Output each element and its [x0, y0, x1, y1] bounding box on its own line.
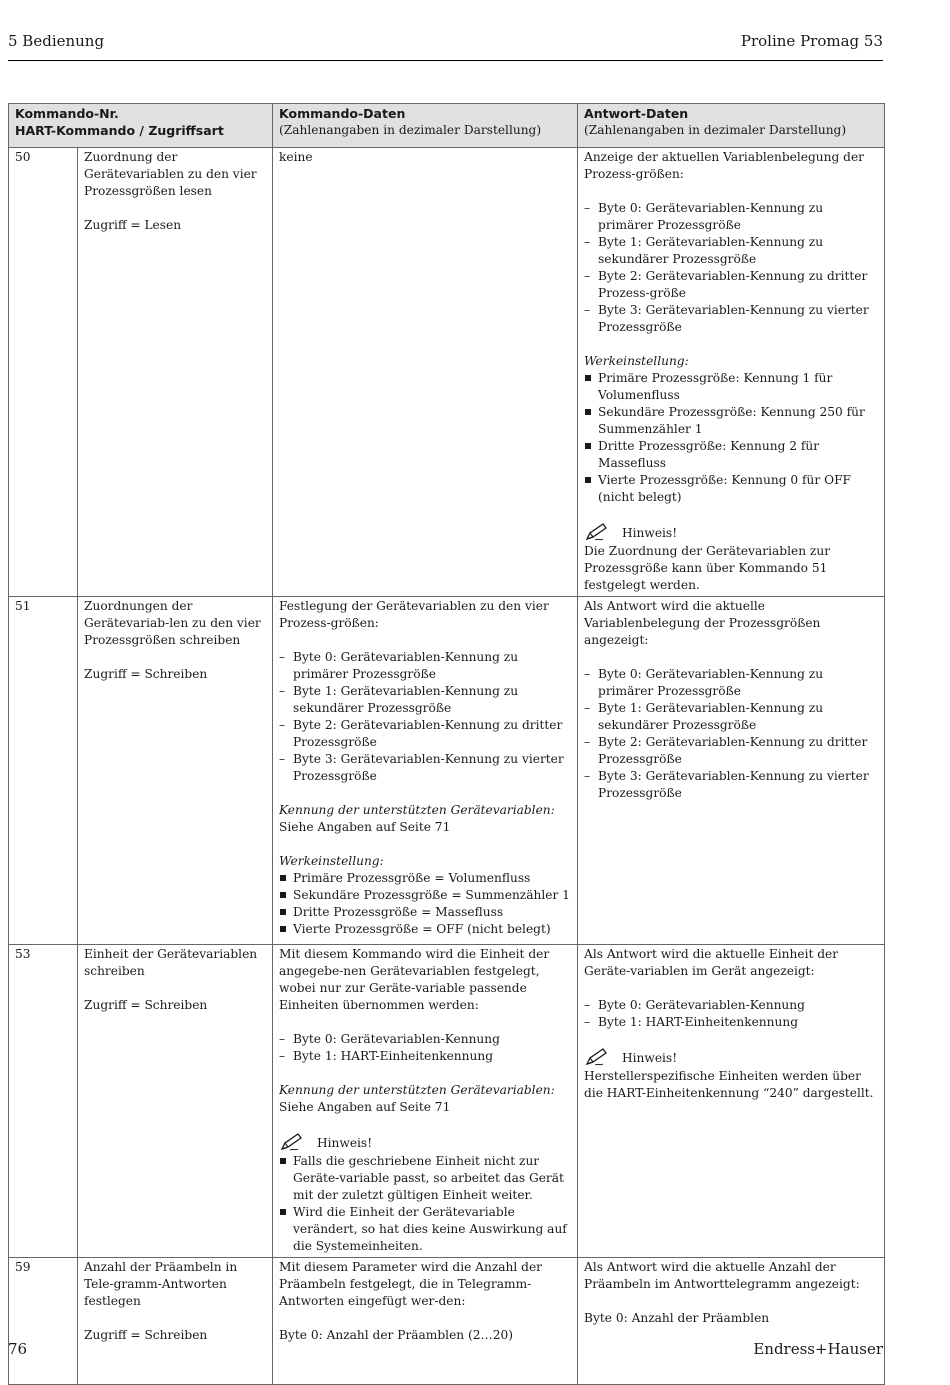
brand-logo: Endress+Hauser — [753, 1340, 883, 1358]
list-item: – Byte 1: HART-Einheitenkennung — [584, 1014, 878, 1031]
list-item: – Byte 0: Gerätevariablen-Kennung — [279, 1031, 571, 1048]
column-header-command-access: HART-Kommando / Zugriffsart — [15, 123, 224, 138]
list-item: Primäre Prozessgröße: Kennung 1 für Volumenfluss — [584, 370, 878, 404]
supported-variables-label: Kennung der unterstützten Gerätevariablen: — [279, 803, 555, 817]
command-byte-list — [279, 649, 571, 785]
answer-intro: Anzeige der aktuellen Variablenbelegung der Prozess-größen: — [584, 150, 864, 181]
column-header-command — [9, 104, 273, 148]
list-item: Sekundäre Prozessgröße = Summenzähler 1 — [279, 887, 571, 904]
answer-data-cell — [578, 148, 885, 597]
list-item: – Byte 3: Gerätevariablen-Kennung zu vierter Prozessgröße — [584, 768, 878, 802]
command-data-cell — [273, 945, 578, 1258]
command-access: Zugriff = Schreiben — [84, 998, 208, 1012]
note-text: Herstellerspezifische Einheiten werden über die HART-Einheitenkennung “240” dargestellt. — [584, 1069, 874, 1100]
list-item: Sekundäre Prozessgröße: Kennung 250 für Summenzähler 1 — [584, 404, 878, 438]
note-text: Die Zuordnung der Gerätevariablen zur Prozessgröße kann über Kommando 51 festgelegt werden. — [584, 544, 831, 592]
command-number: 59 — [9, 1258, 78, 1385]
answer-data-cell — [578, 597, 885, 945]
command-data-cell — [273, 148, 578, 597]
command-data-intro: Mit diesem Parameter wird die Anzahl der Präambeln festgelegt, die in Telegramm-Antworten eingefügt wer-den: — [279, 1260, 542, 1308]
command-number: 50 — [9, 148, 78, 597]
column-header-answer-data — [578, 104, 885, 148]
supported-variables-reference: Siehe Angaben auf Seite 71 — [279, 1100, 451, 1114]
list-item: – Byte 2: Gerätevariablen-Kennung zu dritter Prozessgröße — [279, 717, 571, 751]
command-description-cell — [78, 148, 273, 597]
page-number: 76 — [8, 1340, 28, 1358]
list-item: Wird die Einheit der Gerätevariable verändert, so hat dies keine Auswirkung auf die Systemeinheiten. — [279, 1204, 571, 1255]
command-description-cell — [78, 945, 273, 1258]
note-label: Hinweis! — [622, 526, 678, 540]
list-item: – Byte 1: Gerätevariablen-Kennung zu sekundärer Prozessgröße — [584, 700, 878, 734]
list-item: – Byte 1: Gerätevariablen-Kennung zu sekundärer Prozessgröße — [279, 683, 571, 717]
list-item: – Byte 1: Gerätevariablen-Kennung zu sekundärer Prozessgröße — [584, 234, 878, 268]
default-label: Werkeinstellung: — [584, 354, 689, 368]
table-header-row — [9, 104, 885, 148]
list-item: – Byte 0: Gerätevariablen-Kennung zu primärer Prozessgröße — [584, 200, 878, 234]
list-item: – Byte 2: Gerätevariablen-Kennung zu dritter Prozess-größe — [584, 268, 878, 302]
column-header-answer-data-sub: (Zahlenangaben in dezimaler Darstellung) — [584, 123, 847, 137]
command-number: 51 — [9, 597, 78, 945]
note-label: Hinweis! — [622, 1051, 678, 1065]
command-number: 53 — [9, 945, 78, 1258]
supported-variables-reference: Siehe Angaben auf Seite 71 — [279, 820, 451, 834]
command-byte-list — [279, 1031, 571, 1065]
note-heading — [279, 1133, 571, 1153]
command-description: Zuordnungen der Gerätevariab-len zu den vier Prozessgrößen schreiben — [84, 599, 261, 647]
table-row — [9, 1258, 885, 1385]
note-heading — [584, 1048, 878, 1068]
list-item: Dritte Prozessgröße = Massefluss — [279, 904, 571, 921]
table-row — [9, 945, 885, 1258]
answer-byte-list — [584, 997, 878, 1031]
page-header — [8, 30, 883, 61]
answer-data-cell — [578, 1258, 885, 1385]
note-list — [279, 1153, 571, 1255]
table-row — [9, 597, 885, 945]
column-header-command-data — [273, 104, 578, 148]
page-footer — [8, 1340, 883, 1362]
note-heading — [584, 523, 878, 543]
command-data-intro: Mit diesem Kommando wird die Einheit der angegebe-nen Gerätevariablen festgelegt, wobei nur zur Geräte-variable passende Einheiten übernommen werden: — [279, 947, 550, 1012]
column-header-answer-data-title: Antwort-Daten — [584, 106, 689, 121]
list-item: Vierte Prozessgröße: Kennung 0 für OFF (nicht belegt) — [584, 472, 878, 506]
column-header-command-nr: Kommando-Nr. — [15, 106, 119, 121]
command-description-cell — [78, 597, 273, 945]
default-list — [584, 370, 878, 506]
answer-intro: Als Antwort wird die aktuelle Einheit der Geräte-variablen im Gerät angezeigt: — [584, 947, 839, 978]
command-data-cell — [273, 597, 578, 945]
note-label: Hinweis! — [317, 1136, 373, 1150]
command-data-cell — [273, 1258, 578, 1385]
table-row — [9, 148, 885, 597]
list-item: – Byte 1: HART-Einheitenkennung — [279, 1048, 571, 1065]
list-item: Primäre Prozessgröße = Volumenfluss — [279, 870, 571, 887]
command-data-text: keine — [279, 150, 313, 164]
product-name: Proline Promag 53 — [740, 32, 883, 50]
list-item: Dritte Prozessgröße: Kennung 2 für Massefluss — [584, 438, 878, 472]
default-list — [279, 870, 571, 938]
list-item: Vierte Prozessgröße = OFF (nicht belegt) — [279, 921, 571, 938]
command-description: Zuordnung der Gerätevariablen zu den vier Prozessgrößen lesen — [84, 150, 257, 198]
command-data-intro: Festlegung der Gerätevariablen zu den vier Prozess-größen: — [279, 599, 549, 630]
command-access: Zugriff = Schreiben — [84, 667, 208, 681]
list-item: – Byte 3: Gerätevariablen-Kennung zu vierter Prozessgröße — [279, 751, 571, 785]
list-item: – Byte 0: Gerätevariablen-Kennung zu primärer Prozessgröße — [279, 649, 571, 683]
column-header-command-data-sub: (Zahlenangaben in dezimaler Darstellung) — [279, 123, 542, 137]
pencil-icon — [584, 1047, 610, 1067]
list-item: – Byte 2: Gerätevariablen-Kennung zu dritter Prozessgröße — [584, 734, 878, 768]
command-description: Einheit der Gerätevariablen schreiben — [84, 947, 258, 978]
answer-byte: Byte 0: Anzahl der Präamblen — [584, 1311, 770, 1325]
command-description-cell — [78, 1258, 273, 1385]
pencil-icon — [279, 1132, 305, 1152]
command-description: Anzahl der Präambeln in Tele-gramm-Antworten festlegen — [84, 1260, 238, 1308]
supported-variables-label: Kennung der unterstützten Gerätevariablen: — [279, 1083, 555, 1097]
default-label: Werkeinstellung: — [279, 854, 384, 868]
list-item: – Byte 0: Gerätevariablen-Kennung zu primärer Prozessgröße — [584, 666, 878, 700]
answer-intro: Als Antwort wird die aktuelle Variablenbelegung der Prozessgrößen angezeigt: — [584, 599, 821, 647]
answer-byte-list — [584, 666, 878, 802]
hart-command-table — [8, 103, 885, 1385]
command-access: Zugriff = Schreiben — [84, 1328, 208, 1342]
answer-intro: Als Antwort wird die aktuelle Anzahl der Präambeln im Antworttelegramm angezeigt: — [584, 1260, 860, 1291]
list-item: – Byte 0: Gerätevariablen-Kennung — [584, 997, 878, 1014]
list-item: – Byte 3: Gerätevariablen-Kennung zu vierter Prozessgröße — [584, 302, 878, 336]
pencil-icon — [584, 522, 610, 542]
command-byte: Byte 0: Anzahl der Präamblen (2…20) — [279, 1328, 513, 1342]
command-access: Zugriff = Lesen — [84, 218, 182, 232]
answer-data-cell — [578, 945, 885, 1258]
answer-byte-list — [584, 200, 878, 336]
column-header-command-data-title: Kommando-Daten — [279, 106, 406, 121]
section-title: 5 Bedienung — [8, 32, 105, 50]
list-item: Falls die geschriebene Einheit nicht zur Geräte-variable passt, so arbeitet das Gerät mit der zuletzt gültigen Einheit weiter. — [279, 1153, 571, 1204]
